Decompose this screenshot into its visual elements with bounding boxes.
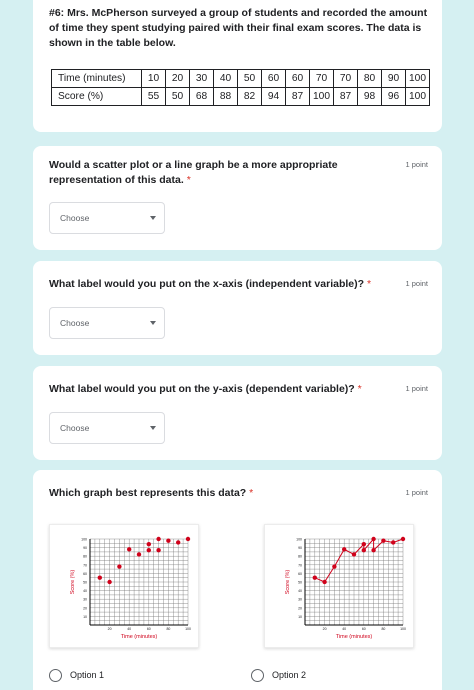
- intro-text: #6: Mrs. McPherson surveyed a group of students and recorded the amount of time they spent studying paired with their final exam scores. The data is shown in the table below.: [49, 7, 428, 49]
- question-text: [49, 277, 379, 292]
- data-point: [156, 548, 160, 552]
- required-asterisk: *: [366, 278, 372, 290]
- table-cell: 70: [334, 70, 358, 88]
- table-cell: 90: [382, 70, 406, 88]
- data-point: [137, 552, 141, 556]
- required-asterisk: *: [357, 383, 362, 395]
- x-tick-label: 80: [166, 627, 171, 631]
- x-tick-label: 40: [342, 627, 347, 631]
- table-cell: 10: [142, 70, 166, 88]
- y-tick-label: 30: [298, 597, 302, 602]
- table-cell: 87: [334, 88, 358, 106]
- x-tick-label: 60: [146, 627, 151, 631]
- points-label: 1 point: [405, 160, 428, 169]
- y-tick-label: 90: [298, 546, 302, 551]
- data-point: [371, 548, 375, 552]
- table-cell: 94: [262, 88, 286, 106]
- table-header-time: Time (minutes): [52, 70, 142, 88]
- data-table: [51, 69, 430, 106]
- y-tick-label: 10: [298, 614, 302, 619]
- data-point: [117, 564, 121, 568]
- y-tick-label: 60: [298, 571, 302, 576]
- question-label: Which graph best represents this data?: [49, 487, 247, 499]
- dropdown-placeholder: Choose: [60, 213, 90, 223]
- line-graph: [265, 525, 415, 649]
- table-cell: 68: [190, 88, 214, 106]
- table-header-score: Score (%): [52, 88, 142, 106]
- y-tick-label: 30: [83, 597, 87, 602]
- graph-type-dropdown[interactable]: [49, 202, 165, 234]
- x-tick-label: 100: [185, 627, 191, 631]
- y-tick-label: 100: [296, 537, 302, 542]
- y-tick-label: 10: [83, 614, 87, 619]
- data-point: [352, 552, 356, 556]
- x-tick-label: 60: [361, 627, 366, 631]
- table-cell: 100: [406, 70, 430, 88]
- y-axis-label: Score (%): [285, 569, 291, 595]
- y-tick-label: 20: [83, 606, 87, 611]
- table-cell: 70: [310, 70, 334, 88]
- data-point: [98, 576, 102, 580]
- question-text: [49, 158, 379, 188]
- data-point: [371, 537, 375, 541]
- table-cell: 60: [286, 70, 310, 88]
- points-label: 1 point: [405, 384, 428, 393]
- question-text: [49, 486, 379, 501]
- option1-radio[interactable]: [49, 668, 104, 682]
- dropdown-arrow-icon: [150, 426, 156, 430]
- question-card-y-axis: [33, 366, 442, 460]
- option-label: Option 1: [70, 670, 105, 680]
- x-axis-dropdown[interactable]: [49, 307, 165, 339]
- question-label: What label would you put on the x-axis (independent variable)?: [49, 278, 365, 290]
- intro-card: [33, 0, 442, 132]
- question-card-best-graph: [33, 470, 442, 690]
- dropdown-arrow-icon: [150, 321, 156, 325]
- table-cell: 50: [166, 88, 190, 106]
- y-tick-label: 90: [83, 546, 87, 551]
- table-cell: 40: [214, 70, 238, 88]
- data-point: [156, 537, 160, 541]
- data-point: [176, 540, 180, 544]
- option2-radio[interactable]: [251, 668, 306, 682]
- y-axis-dropdown[interactable]: [49, 412, 165, 444]
- y-tick-label: 40: [298, 589, 302, 594]
- table-cell: 100: [310, 88, 334, 106]
- y-axis-label: Score (%): [70, 569, 76, 595]
- data-point: [391, 540, 395, 544]
- x-tick-label: 80: [381, 627, 386, 631]
- y-tick-label: 50: [83, 580, 87, 585]
- question-label: What label would you put on the y-axis (dependent variable)?: [49, 383, 355, 395]
- option1-graph[interactable]: [49, 524, 199, 648]
- y-tick-label: 100: [81, 537, 87, 542]
- table-cell: 87: [286, 88, 310, 106]
- option-label: Option 2: [272, 670, 307, 680]
- radio-icon[interactable]: [251, 669, 264, 682]
- x-axis-label: Time (minutes): [120, 634, 158, 640]
- question-card-x-axis: [33, 261, 442, 355]
- table-cell: 88: [214, 88, 238, 106]
- dropdown-placeholder: Choose: [60, 318, 90, 328]
- y-tick-label: 80: [83, 554, 87, 559]
- table-cell: 80: [358, 70, 382, 88]
- y-tick-label: 40: [83, 589, 87, 594]
- data-point: [127, 547, 131, 551]
- x-tick-label: 20: [322, 627, 327, 631]
- data-point: [342, 547, 346, 551]
- table-cell: 50: [238, 70, 262, 88]
- data-point: [186, 537, 190, 541]
- question-card-graph-type: [33, 146, 442, 250]
- table-cell: 96: [382, 88, 406, 106]
- data-point: [362, 542, 366, 546]
- scatter-plot: [50, 525, 200, 649]
- table-cell: 60: [262, 70, 286, 88]
- y-tick-label: 20: [298, 606, 302, 611]
- x-tick-label: 20: [107, 627, 112, 631]
- question-label: Would a scatter plot or a line graph be a more appropriate representation of this data.: [49, 159, 338, 186]
- question-text: [49, 382, 379, 397]
- x-axis-label: Time (minutes): [335, 634, 373, 640]
- data-point: [401, 537, 405, 541]
- y-tick-label: 80: [298, 554, 302, 559]
- table-cell: 55: [142, 88, 166, 106]
- data-point: [147, 548, 151, 552]
- table-cell: 30: [190, 70, 214, 88]
- radio-icon[interactable]: [49, 669, 62, 682]
- y-tick-label: 70: [298, 563, 302, 568]
- points-label: 1 point: [405, 279, 428, 288]
- y-tick-label: 50: [298, 580, 302, 585]
- data-point: [147, 542, 151, 546]
- table-cell: 20: [166, 70, 190, 88]
- option2-graph[interactable]: [264, 524, 414, 648]
- score-row: [52, 88, 430, 106]
- table-cell: 82: [238, 88, 262, 106]
- table-cell: 98: [358, 88, 382, 106]
- required-asterisk: *: [249, 487, 254, 499]
- data-point: [332, 564, 336, 568]
- table-cell: 100: [406, 88, 430, 106]
- dropdown-placeholder: Choose: [60, 423, 90, 433]
- time-row: [52, 70, 430, 88]
- data-point: [107, 580, 111, 584]
- dropdown-arrow-icon: [150, 216, 156, 220]
- points-label: 1 point: [405, 488, 428, 497]
- data-point: [313, 576, 317, 580]
- x-tick-label: 100: [400, 627, 406, 631]
- data-point: [166, 539, 170, 543]
- data-point: [362, 548, 366, 552]
- y-tick-label: 60: [83, 571, 87, 576]
- required-asterisk: *: [186, 174, 191, 186]
- y-tick-label: 70: [83, 563, 87, 568]
- x-tick-label: 40: [127, 627, 132, 631]
- data-point: [381, 539, 385, 543]
- data-point: [322, 580, 326, 584]
